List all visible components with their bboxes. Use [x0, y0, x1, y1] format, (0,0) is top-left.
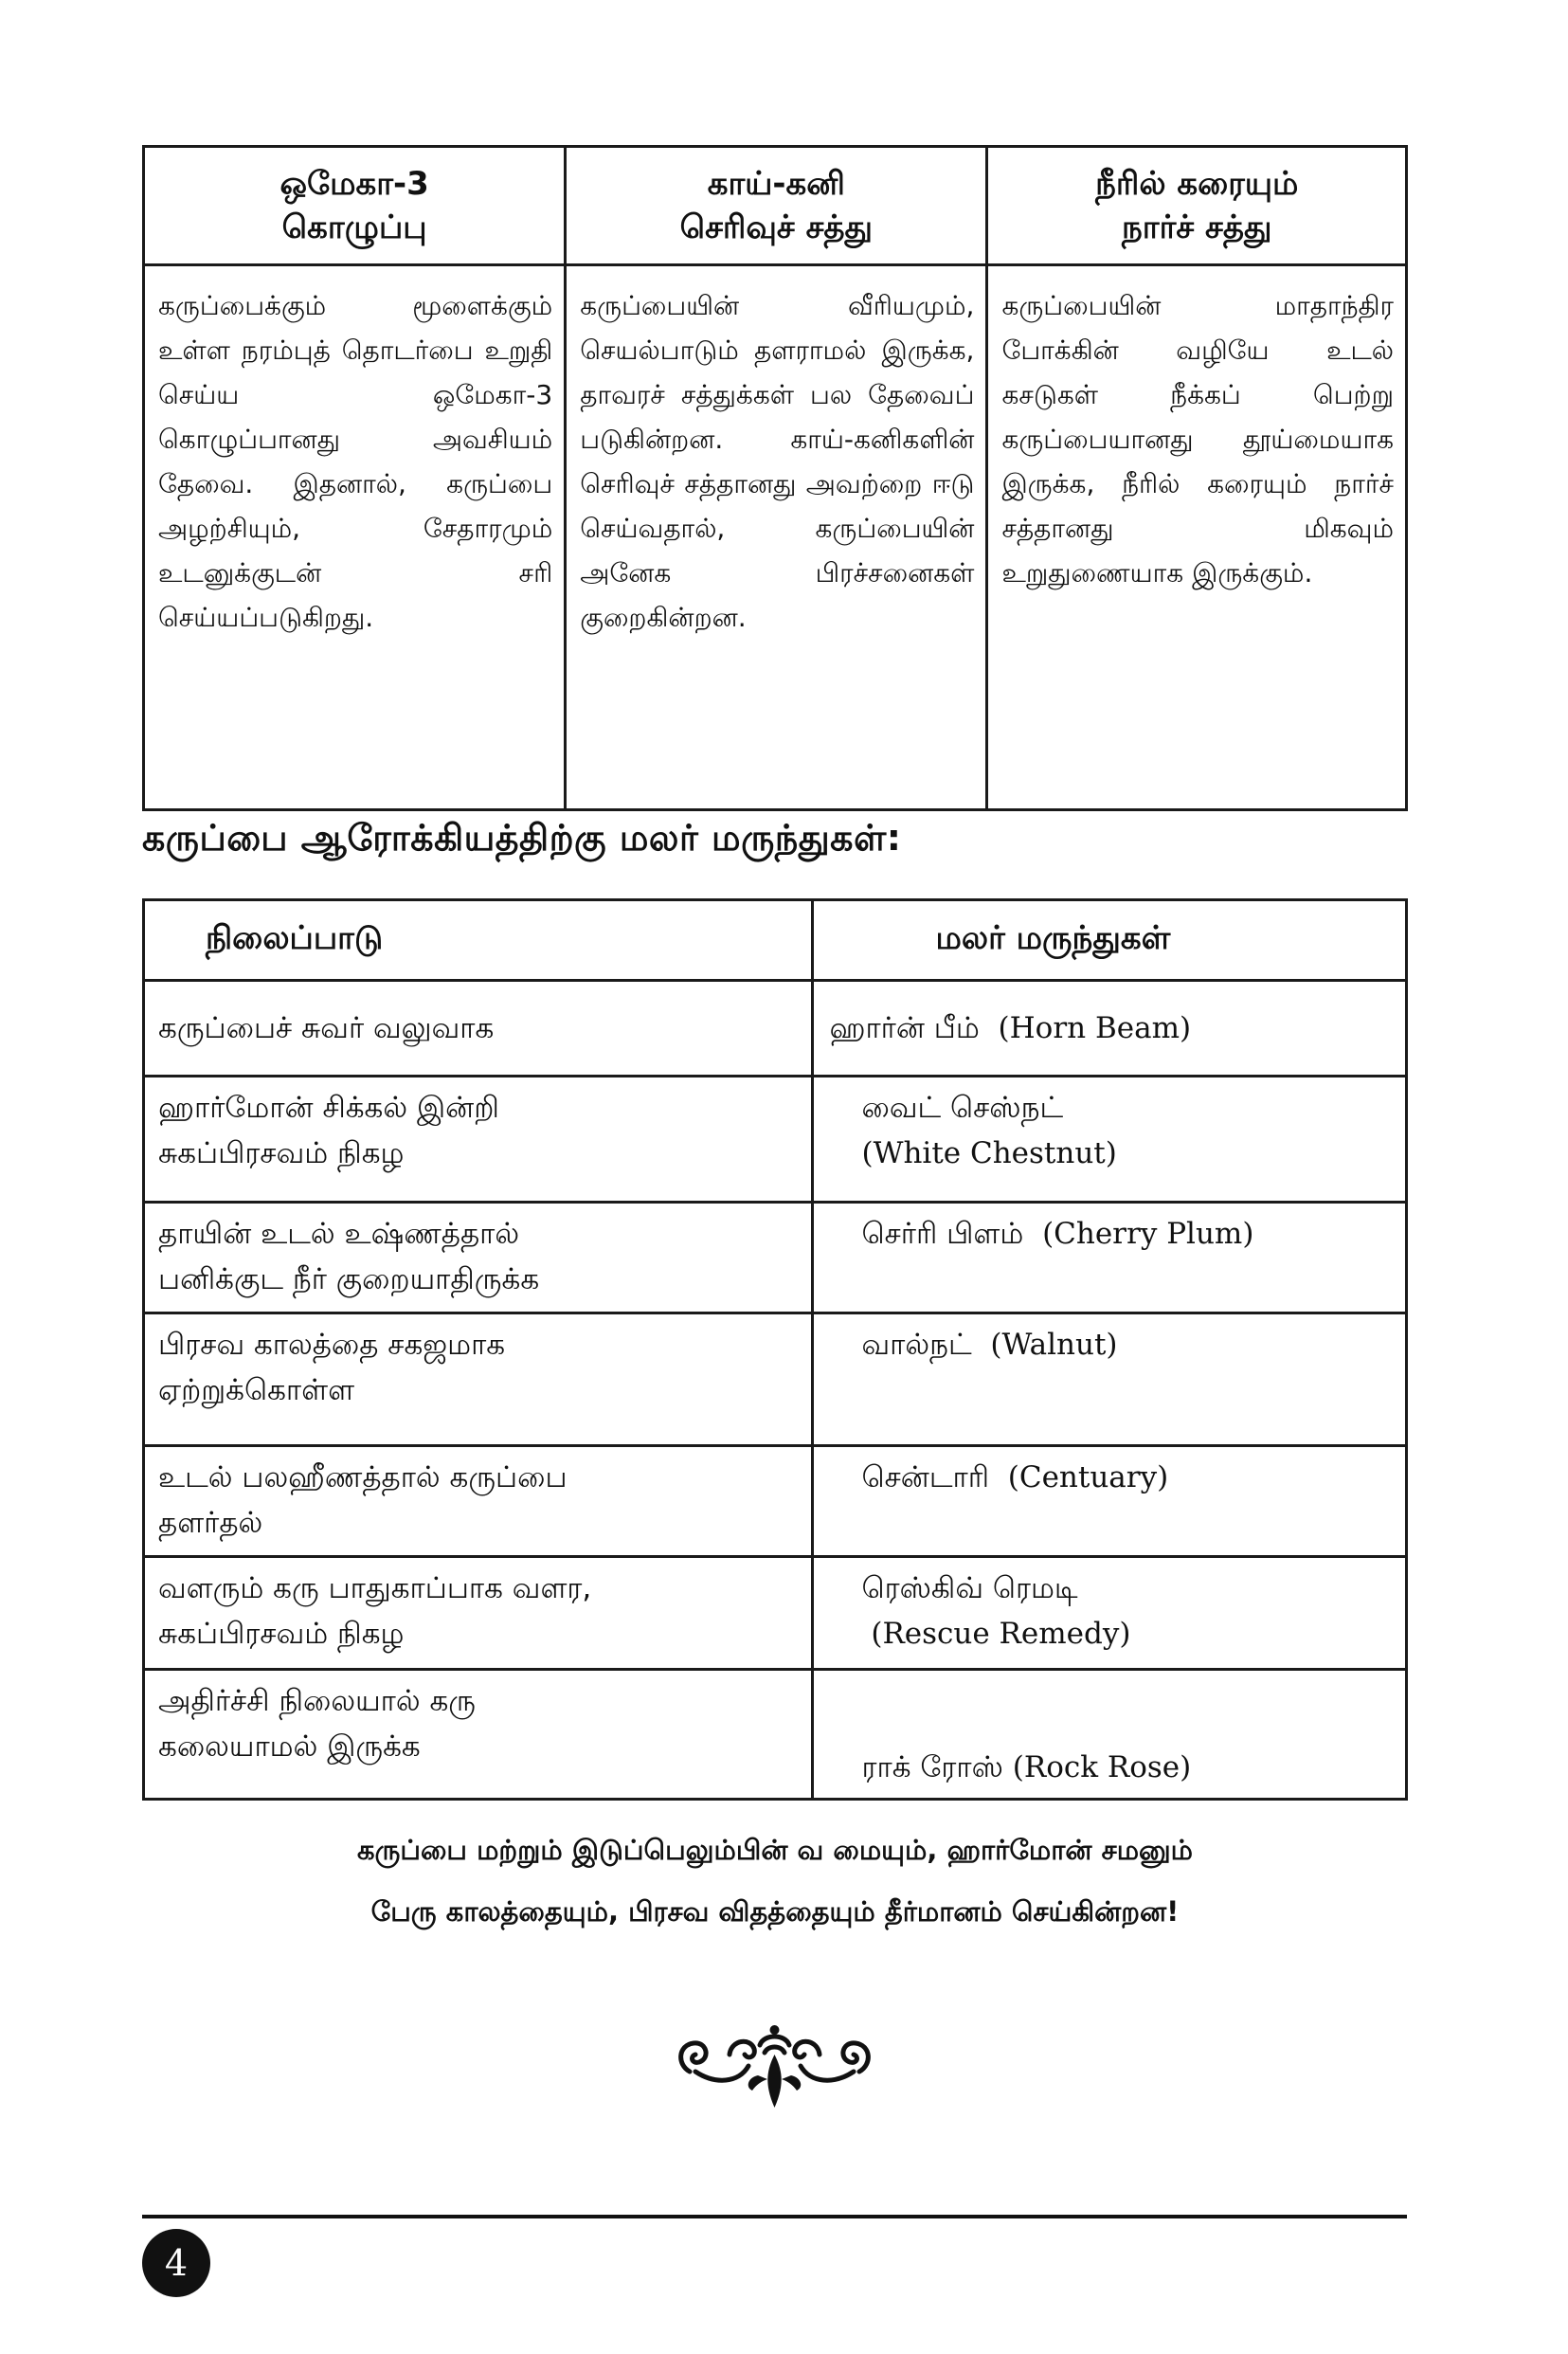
header-soluble-fiber-line2: நார்ச் சத்து: [1121, 208, 1272, 246]
table-row: [144, 1670, 1407, 1800]
nutrient-table: [142, 145, 1408, 811]
remedy-cell: [813, 1670, 1407, 1800]
remedy-cell: [813, 1077, 1407, 1203]
header-soluble-fiber-line1: நீரில் கரையும்: [1095, 165, 1299, 203]
condition-line: சுகப்பிரசவம் நிகழ: [158, 1136, 405, 1170]
remedy-table-header-row: [144, 900, 1407, 981]
page-number: 4: [142, 2229, 210, 2297]
header-flower-remedies: மலர் மருந்துகள்: [813, 900, 1407, 981]
condition-cell: [144, 981, 813, 1077]
condition-cell: [144, 1203, 813, 1313]
nutrient-table-body-row: [144, 265, 1407, 810]
table-row: [144, 1313, 1407, 1446]
remedy-name-english: (Cherry Plum): [1042, 1217, 1254, 1251]
header-omega3-line1: ஒமேகா-3: [279, 165, 429, 203]
nutrient-table-header-row: [144, 147, 1407, 265]
condition-cell: [144, 1077, 813, 1203]
scroll-ornament-icon: [673, 2017, 876, 2111]
table-row: [144, 981, 1407, 1077]
footer-note-line1: கருப்பை மற்றும் இடுப்பெலும்பின் வ மையும், ஹார்மோன் சமனும்: [356, 1834, 1194, 1866]
cell-fruit-veg-text: கருப்பையின் வீரியமும், செயல்பாடும் தளராமல் இருக்க, தாவரச் சத்துக்கள் பல தேவைப் படுகின்றன. காய்-கனிகளின் செரிவுச் சத்தானது அவற்றை ஈடு செய்வதால், கருப்பையின் அனேக பிரச்சனைகள் குறைகின்றன.: [566, 265, 987, 810]
remedy-name-english: (Rescue Remedy): [871, 1617, 1131, 1651]
footer-divider: [142, 2215, 1407, 2218]
table-row: [144, 1077, 1407, 1203]
condition-line: தாயின் உடல் உஷ்ணத்தால்: [158, 1217, 520, 1251]
condition-line: பிரசவ காலத்தை சகஜமாக: [158, 1328, 506, 1362]
condition-line: ஹார்மோன் சிக்கல் இன்றி: [158, 1091, 499, 1125]
remedy-name-english: (White Chestnut): [861, 1136, 1117, 1170]
table-row: [144, 1557, 1407, 1670]
remedy-cell: [813, 1203, 1407, 1313]
header-soluble-fiber: [987, 147, 1407, 265]
condition-line: தளர்தல்: [158, 1506, 263, 1540]
condition-cell: [144, 1557, 813, 1670]
cell-soluble-fiber-text: கருப்பையின் மாதாந்திர போக்கின் வழியே உடல் கசடுகள் நீக்கப் பெற்று கருப்பையானது தூய்மையாக இருக்க, நீரில் கரையும் நார்ச் சத்தானது மிகவும் உறுதுணையாக இருக்கும்.: [987, 265, 1407, 810]
remedy-name-english: (Centuary): [1007, 1460, 1169, 1494]
condition-line: கலையாமல் இருக்க: [158, 1729, 421, 1764]
header-condition: நிலைப்பாடு: [144, 900, 813, 981]
header-omega3: [144, 147, 566, 265]
remedy-name-tamil: வைட் செஸ்நட்: [861, 1091, 1064, 1125]
remedy-cell: [813, 981, 1407, 1077]
header-fruit-veg-line2: செரிவுச் சத்து: [679, 208, 874, 246]
remedy-table: [142, 898, 1408, 1801]
condition-line: பனிக்குட நீர் குறையாதிருக்க: [158, 1262, 540, 1296]
remedy-name-english: (Walnut): [990, 1328, 1118, 1362]
cell-omega3-text: கருப்பைக்கும் மூளைக்கும் உள்ள நரம்புத் தொடர்பை உறுதி செய்ய ஒமேகா-3 கொழுப்பானது அவசியம் தேவை. இதனால், கருப்பை அழற்சியும், சேதாரமும் உடனுக்குடன் சரி செய்யப்படுகிறது.: [144, 265, 566, 810]
condition-line: அதிர்ச்சி நிலையால் கரு: [158, 1684, 477, 1718]
condition-line: ஏற்றுக்கொள்ள: [158, 1373, 355, 1407]
remedy-name-tamil: ஹார்ன் பீம்: [829, 1011, 980, 1045]
remedy-name-tamil: ராக் ரோஸ்: [861, 1750, 1003, 1784]
condition-line: சுகப்பிரசவம் நிகழ: [158, 1617, 405, 1651]
section-heading: கருப்பை ஆரோக்கியத்திற்கு மலர் மருந்துகள்:: [142, 817, 902, 859]
header-fruit-veg-line1: காய்-கனி: [707, 165, 845, 203]
remedy-name-english: (Rock Rose): [1012, 1750, 1192, 1784]
header-fruit-veg-fiber: [566, 147, 987, 265]
remedy-cell: [813, 1446, 1407, 1557]
condition-cell: [144, 1670, 813, 1800]
footer-note-line2: பேரு காலத்தையும், பிரசவ விதத்தையும் தீர்மானம் செய்கின்றன!: [370, 1895, 1180, 1928]
condition-cell: [144, 1446, 813, 1557]
remedy-name-english: (Horn Beam): [998, 1011, 1192, 1045]
table-row: [144, 1446, 1407, 1557]
condition-cell: [144, 1313, 813, 1446]
remedy-name-tamil: சென்டாரி: [861, 1460, 990, 1494]
condition-line: வளரும் கரு பாதுகாப்பாக வளர,: [158, 1571, 592, 1605]
remedy-name-tamil: செர்ரி பிளம்: [861, 1217, 1024, 1251]
remedy-cell: [813, 1313, 1407, 1446]
remedy-name-tamil: வால்நட்: [861, 1328, 972, 1362]
condition-line: உடல் பலஹீணத்தால் கருப்பை: [158, 1460, 568, 1494]
table-row: [144, 1203, 1407, 1313]
remedy-cell: [813, 1557, 1407, 1670]
remedy-name-tamil: ரெஸ்கிவ் ரெமடி: [861, 1571, 1078, 1605]
header-omega3-line2: கொழுப்பு: [281, 208, 427, 246]
condition-line: கருப்பைச் சுவர் வலுவாக: [158, 1011, 495, 1045]
